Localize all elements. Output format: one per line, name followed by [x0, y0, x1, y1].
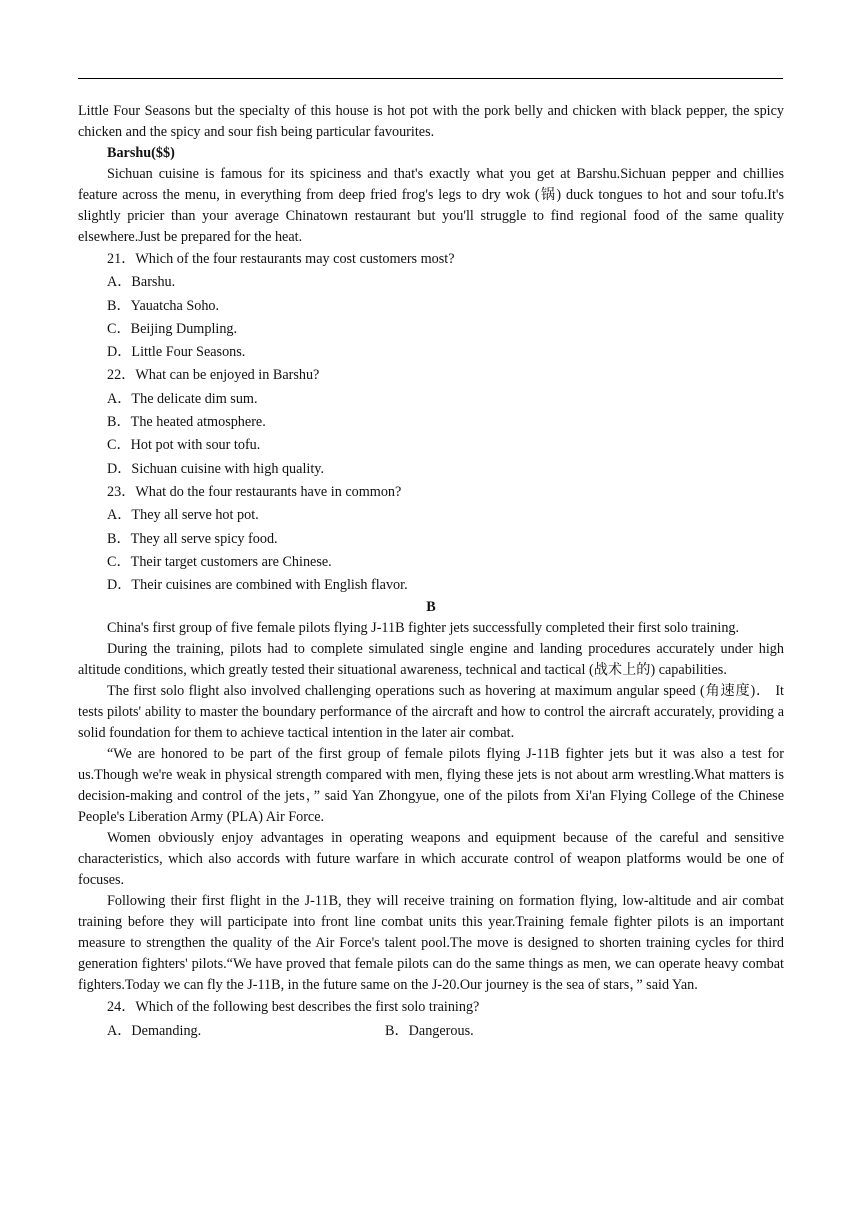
section-b-paragraph: Following their first flight in the J-11B, they will receive training on formation flying, low-altitude and air combat training before they will participate into front line combat units this year.Training female fighter pilots is an important measure to strengthen the quality of the Air Force's talent pool.The move is designed to shorten training cycles for third generation fighters' pilots.“We have proved that female pilots can do the same things as men, we can operate heavy combat fighters.Today we can fly the J-11B, in the future same on the J-20.Our journey is the sea of stars，” said Yan.: [78, 893, 784, 994]
option-a: A．Barshu.: [107, 274, 176, 291]
option-a: A．Demanding.: [107, 1022, 202, 1039]
question-stem: 21．Which of the four restaurants may cost customers most?: [107, 251, 455, 267]
question-stem: 24．Which of the following best describes the first solo training?: [107, 999, 480, 1016]
option-c: C．Beijing Dumpling.: [107, 320, 238, 337]
option-c: C．Hot pot with sour tofu.: [107, 437, 261, 454]
option-d: D．Little Four Seasons.: [107, 344, 246, 361]
section-b-paragraph: “We are honored to be part of the first group of female pilots flying J-11B fighter jets but it was also a test for us.Though we're weak in physical strength compared with men, flying these jets is not about arm wrestling.What matters is decision-making and control of the jets，” said Yan Zhongyue, one of the pilots from Xi'an Flying College of the Chinese People's Liberation Army (PLA) Air Force.: [78, 746, 784, 826]
section-b-paragraph: During the training, pilots had to complete simulated single engine and landing procedures accurately under high altitude conditions, which greatly tested their situational awareness, technical and tactical (战术上的) capabilities.: [78, 641, 784, 679]
question-21: [78, 248, 784, 364]
option-b: B．The heated atmosphere.: [107, 414, 266, 431]
barshu-description: Sichuan cuisine is famous for its spiciness and that's exactly what you get at Barshu.Sichuan pepper and chillies feature across the menu, in everything from deep fried frog's legs to dry wok (锅) duck tongues to hot and sour tofu.It's slightly pricier than your average Chinatown restaurant but you'll struggle to find regional food of the same quality elsewhere.Just be prepared for the heat.: [78, 166, 784, 245]
passage-a-paragraph-end: Little Four Seasons but the specialty of this house is hot pot with the pork belly and chicken with black pepper, the spicy chicken and the spicy and sour fish being particular favourites.: [78, 103, 784, 140]
option-b: B．They all serve spicy food.: [107, 530, 278, 547]
section-b-paragraph: The first solo flight also involved challenging operations such as hovering at maximum angular speed (角速度)． It tests pilots' ability to master the boundary performance of the aircraft and how to control the aircraft accurately, providing a solid foundation for them to achieve tactical intention in the later air combat.: [78, 683, 784, 742]
question-stem: 22．What can be enjoyed in Barshu?: [107, 367, 320, 384]
barshu-heading: Barshu($$): [107, 145, 175, 161]
question-22: [78, 364, 784, 480]
section-b-label: B: [426, 599, 436, 616]
option-b: B．Yauatcha Soho.: [107, 297, 220, 314]
option-d: D．Their cuisines are combined with English flavor.: [107, 577, 408, 594]
question-stem: 23．What do the four restaurants have in common?: [107, 483, 402, 500]
question-23: [78, 481, 784, 597]
section-b-paragraph: Women obviously enjoy advantages in operating weapons and equipment because of the careful and sensitive characteristics, which also accords with future warfare in which accurate control of weapon platforms would be one of focuses.: [78, 830, 784, 889]
option-a: A．They all serve hot pot.: [107, 507, 259, 524]
question-24: [78, 996, 784, 1043]
option-a: A．The delicate dim sum.: [107, 390, 258, 407]
option-b: B．Dangerous.: [385, 1022, 474, 1039]
section-b-paragraph: China's first group of five female pilots flying J-11B fighter jets successfully completed their first solo training.: [107, 620, 740, 637]
document-body: [78, 101, 784, 1043]
option-c: C．Their target customers are Chinese.: [107, 553, 332, 570]
options-row: [78, 1020, 784, 1043]
header-rule: [78, 78, 783, 79]
option-d: D．Sichuan cuisine with high quality.: [107, 460, 324, 477]
